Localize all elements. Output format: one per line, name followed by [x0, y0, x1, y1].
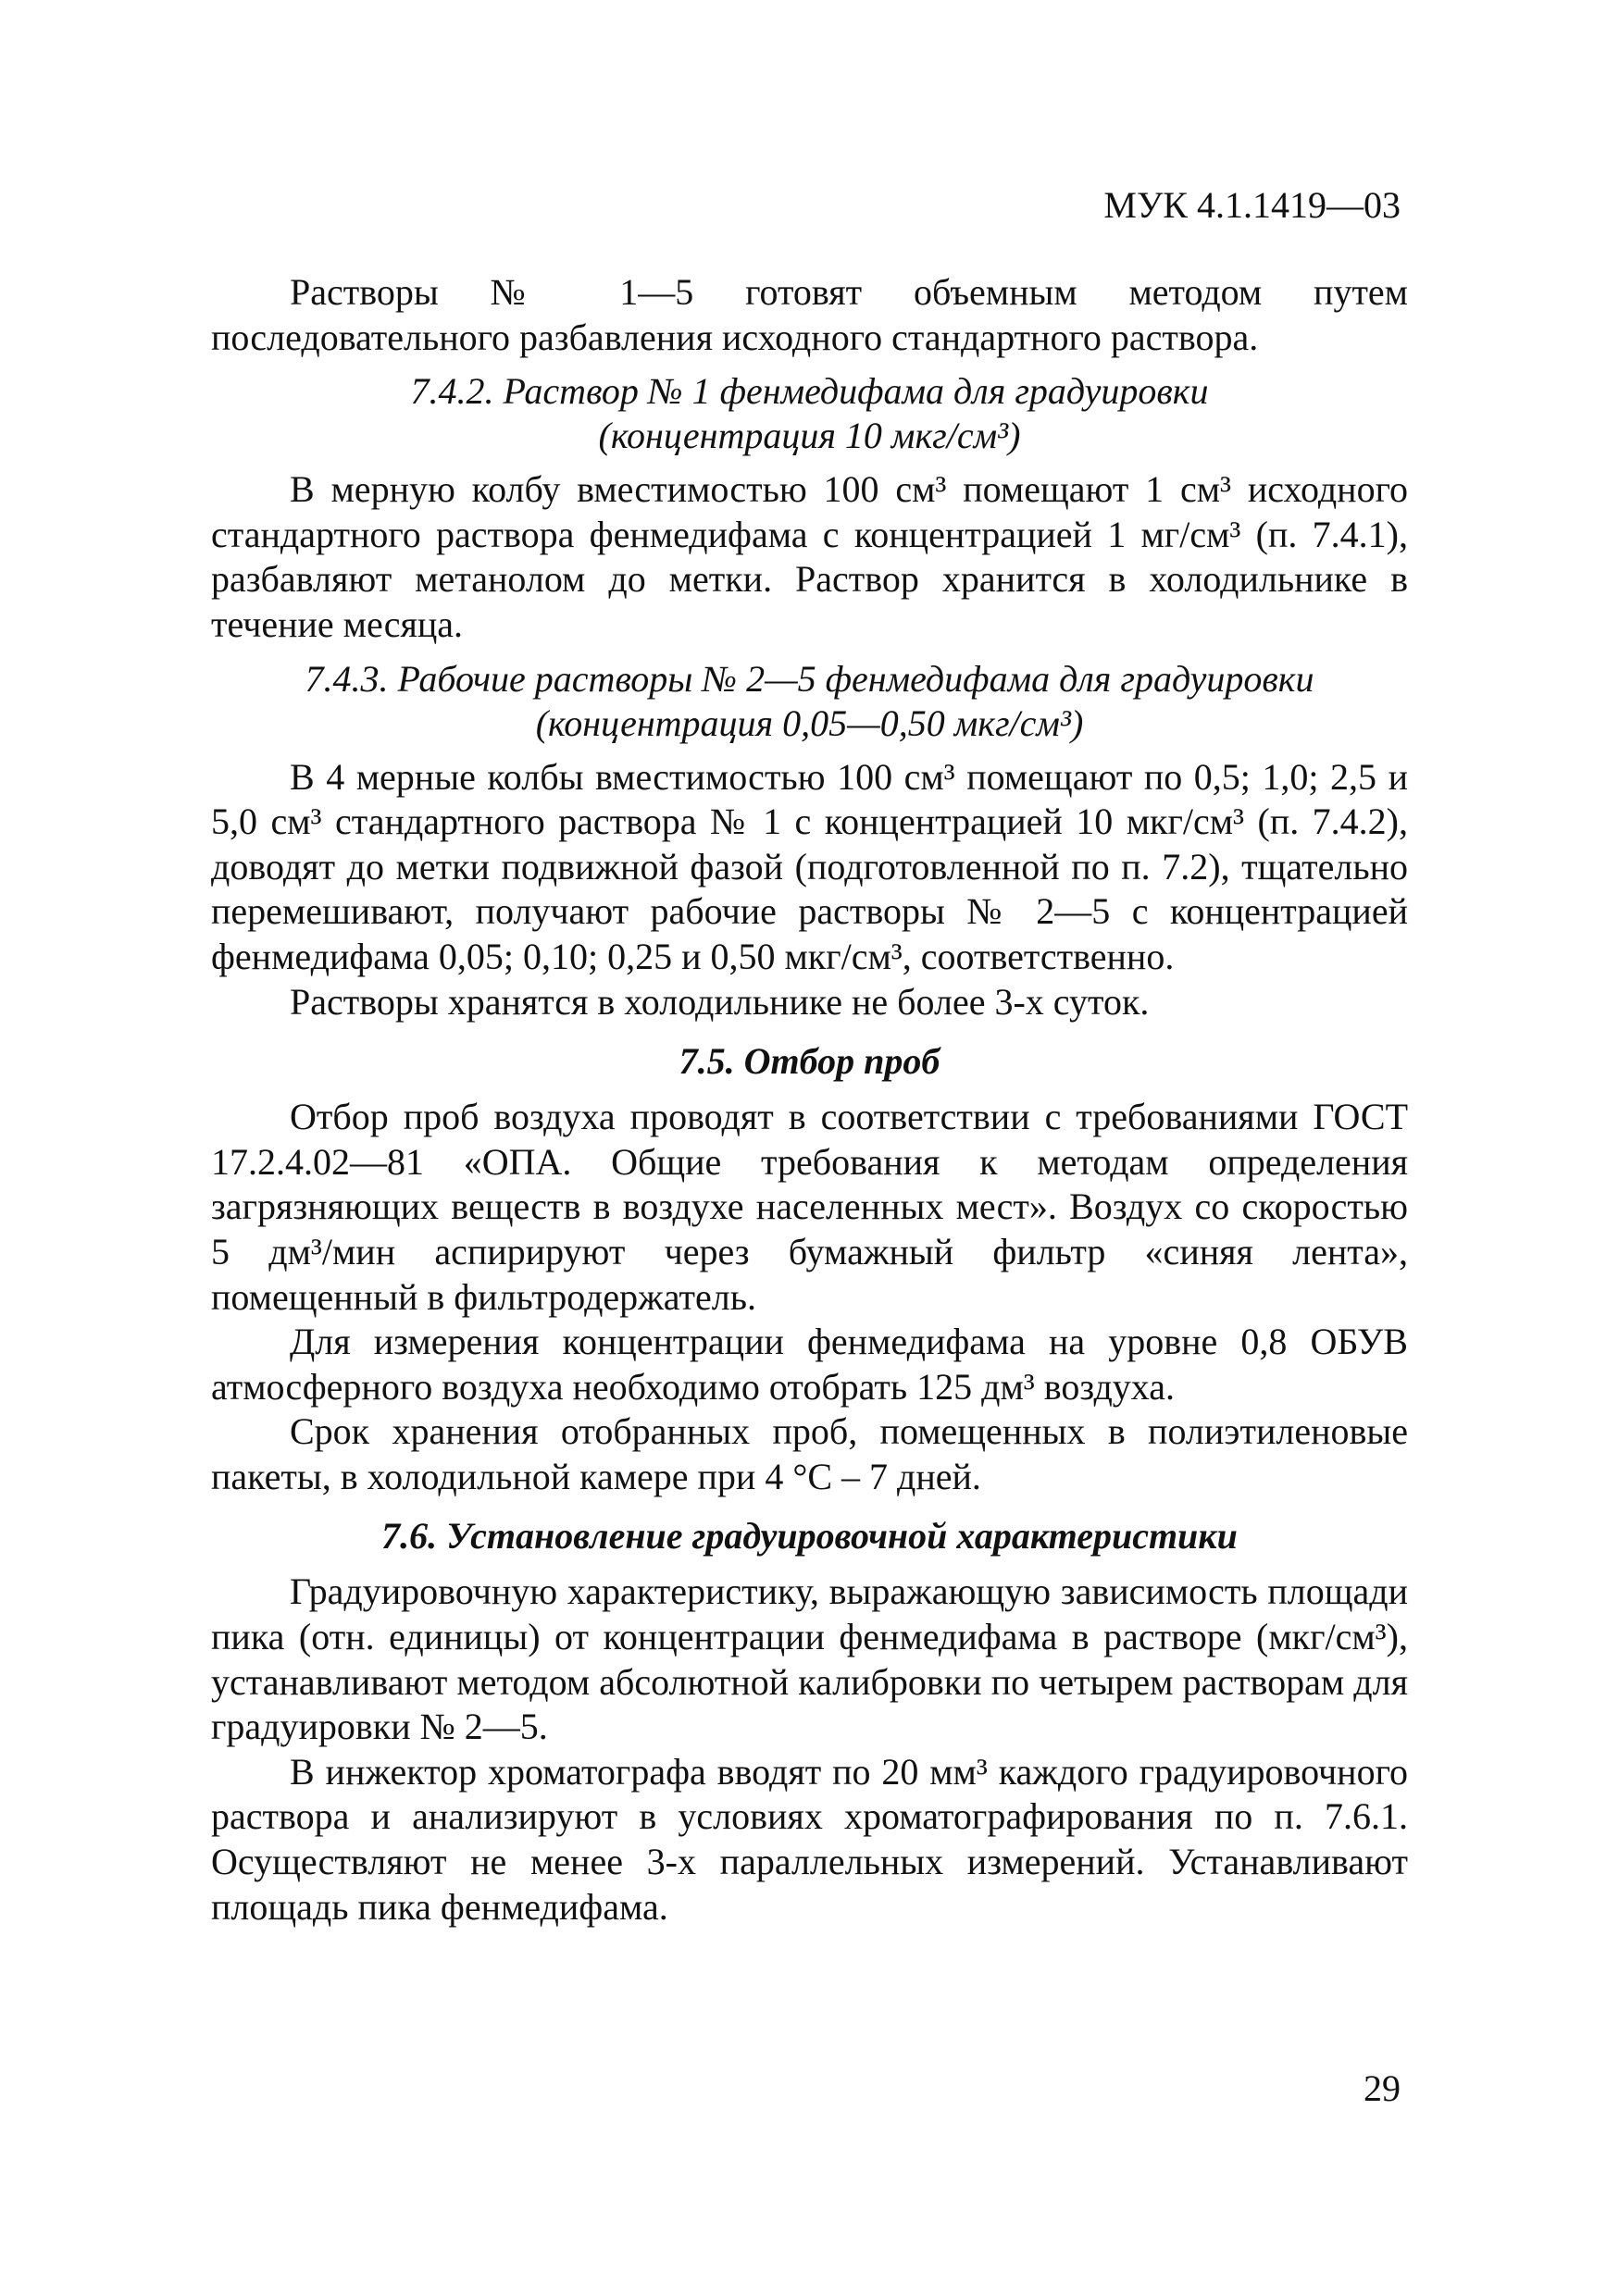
section-heading-7-4-2-title: 7.4.2. Раствор № 1 фенмедифама для градуировки [410, 370, 1209, 413]
document-code-header: МУК 4.1.1419—03 [1103, 184, 1401, 226]
paragraph-storage: Растворы хранятся в холодильнике не более 3-х суток. [290, 980, 1150, 1023]
section-heading-7-6-title: 7.6. Установление градуировочной характеристики [381, 1515, 1238, 1558]
section-heading-7-4-2-subtitle: (концентрация 10 мкг/см³) [598, 415, 1021, 457]
paragraph-working-solutions: В 4 мерные колбы вместимостью 100 см³ помещают по 0,5; 1,0; 2,5 и 5,0 см³ стандартного раствора № 1 с концентрацией 10 мкг/см³ (п. 7.4.2), доводят до метки подвижной фазой (подготовленной по п. 7.2), тщательно перемешивают, получают рабочие растворы № 2—5 с концентрацией фенмедифама 0,05; 0,10; 0,25 и 0,50 мкг/см³, соответственно. [211, 755, 1408, 977]
paragraph-sampling: Отбор проб воздуха проводят в соответствии с требованиями ГОСТ 17.2.4.02—81 «ОПА. Общие требования к методам определения загрязняющих веществ в воздухе населенных мест». Воздух со скоростью 5 дм³/мин аспирируют через бумажный фильтр «синяя лента», помещенный в фильтродержатель. [211, 1096, 1408, 1318]
section-heading-7-6 [211, 1514, 1408, 1558]
paragraph-calibration: Градуировочную характеристику, выражающую зависимость площади пика (отн. единицы) от концентрации фенмедифама в растворе (мкг/см³), устанавливают методом абсолютной калибровки по четырем растворам для градуировки № 2—5. [211, 1570, 1408, 1748]
section-heading-7-4-3-title: 7.4.3. Рабочие растворы № 2—5 фенмедифама для градуировки [305, 657, 1314, 700]
section-heading-7-4-3-subtitle: (концентрация 0,05—0,50 мкг/см³) [535, 701, 1084, 744]
paragraph-solution-1: В мерную колбу вместимостью 100 см³ помещают 1 см³ исходного стандартного раствора фенмедифама с концентрацией 1 мг/см³ (п. 7.4.1), разбавляют метанолом до метки. Раствор хранится в холодильнике в течение месяца. [211, 468, 1408, 645]
section-heading-7-4-3 [211, 657, 1408, 746]
section-heading-7-5-title: 7.5. Отбор проб [679, 1040, 940, 1083]
page-number: 29 [1364, 2067, 1401, 2109]
paragraph-injection: В инжектор хроматографа вводят по 20 мм³ каждого градуировочного раствора и анализируют в условиях хроматографирования по п. 7.6.1. Осуществляют не менее 3-х параллельных измерений. Устанавливают площадь пика фенмедифама. [211, 1750, 1408, 1928]
section-heading-7-5 [211, 1039, 1408, 1084]
document-body [211, 270, 1408, 1930]
section-heading-7-4-2 [211, 369, 1408, 458]
paragraph-sample-storage: Срок хранения отобранных проб, помещенных в полиэтиленовые пакеты, в холодильной камере при 4 °С – 7 дней. [211, 1410, 1408, 1497]
paragraph-solutions-prep: Растворы № 1—5 готовят объемным методом путем последовательного разбавления исходного стандартного раствора. [211, 271, 1408, 358]
paragraph-measurement-volume: Для измерения концентрации фенмедифама на уровне 0,8 ОБУВ атмосферного воздуха необходимо отобрать 125 дм³ воздуха. [211, 1321, 1408, 1408]
